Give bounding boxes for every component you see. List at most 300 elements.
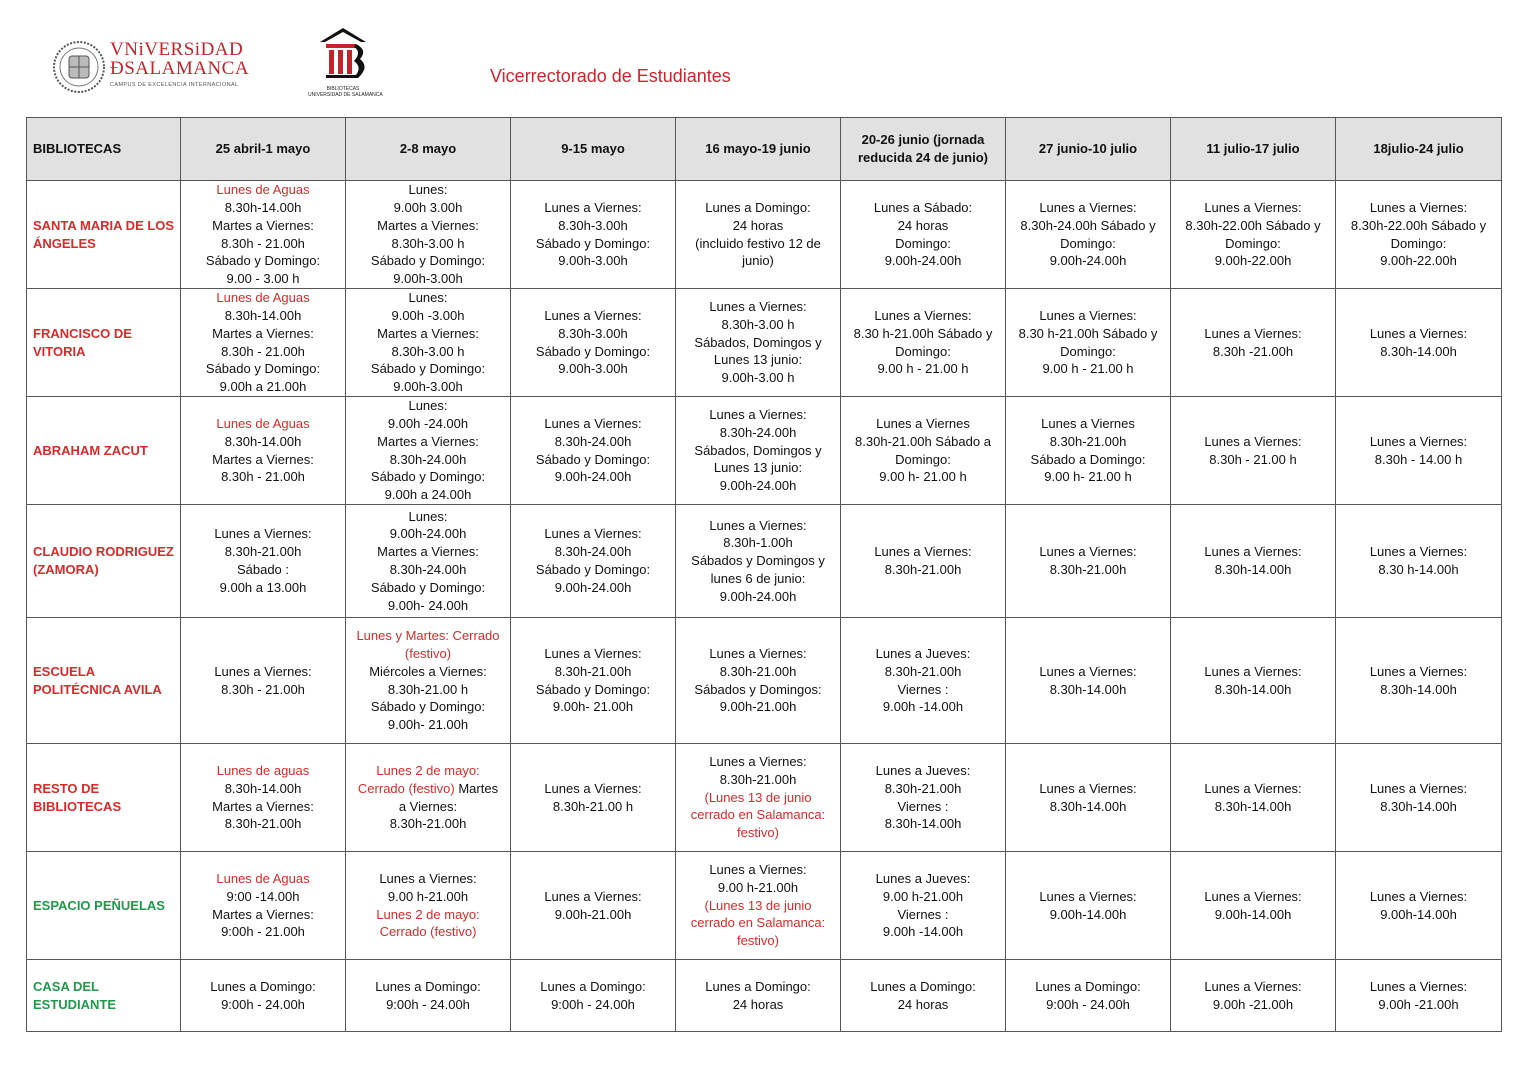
schedule-line [350, 815, 506, 833]
schedule-line [350, 378, 506, 396]
schedule-line [1175, 451, 1331, 469]
schedule-line [350, 270, 506, 288]
schedule-line [515, 468, 671, 486]
schedule-line [1340, 451, 1497, 469]
schedule-line-text: Sábado y Domingo: [370, 699, 486, 715]
schedule-cell [1006, 397, 1171, 505]
schedule-line-text: Domingo: [895, 343, 951, 359]
schedule-line [680, 459, 836, 477]
schedule-line-text: Martes a Viernes: [377, 217, 479, 233]
schedule-line-text: 8.30h-14.00h [1380, 681, 1457, 697]
schedule-line-text: Domingo: [1390, 235, 1447, 251]
schedule-line-text: 9.00h-3.00 h [721, 370, 795, 386]
schedule-line-text: 9.00 h-21.00h [387, 888, 469, 904]
schedule-cell [1336, 505, 1502, 618]
schedule-line [185, 252, 341, 270]
schedule-line [185, 663, 341, 681]
schedule-line-text: 8.30h-3.00h [558, 217, 628, 233]
schedule-cell [346, 397, 511, 505]
schedule-line [515, 780, 671, 798]
schedule-line [845, 996, 1001, 1014]
schedule-line-text: 8.30h-21.00h [224, 544, 302, 560]
schedule-line [515, 217, 671, 235]
schedule-cell [676, 505, 841, 618]
schedule-line [515, 798, 671, 816]
schedule-line-text: 9.00h 3.00h [393, 199, 463, 215]
schedule-line-text: Lunes: [408, 398, 448, 414]
schedule-line-text: 9.00h-21.00h [554, 906, 632, 922]
schedule-line-text: 8.30h-14.00h [1380, 798, 1457, 814]
schedule-line [515, 579, 671, 597]
schedule-cell [511, 181, 676, 289]
schedule-line-text: Lunes: [408, 290, 448, 306]
schedule-line [680, 552, 836, 570]
schedule-line [680, 663, 836, 681]
schedule-line [185, 888, 341, 906]
schedule-line [185, 181, 341, 199]
schedule-line-text: 8.30h-24.00h Sábado y [1020, 217, 1156, 233]
table-row [27, 618, 1502, 744]
schedule-line-text: 8.30h-24.00h [719, 424, 797, 440]
schedule-line-text: Sábado y Domingo: [535, 343, 651, 359]
schedule-line [680, 771, 836, 789]
schedule-cell [676, 744, 841, 852]
schedule-line-text: 9.00h -24.00h [387, 415, 469, 431]
schedule-line [515, 235, 671, 253]
schedule-line [185, 289, 341, 307]
schedule-cell [1171, 618, 1336, 744]
schedule-line [680, 824, 836, 842]
schedule-line [1010, 217, 1166, 235]
schedule-line [515, 681, 671, 699]
schedule-line [680, 517, 836, 535]
schedule-line-text: (Lunes 13 de junio [704, 897, 812, 913]
schedule-line [845, 681, 1001, 699]
schedule-line [350, 645, 506, 663]
schedule-line [845, 780, 1001, 798]
schedule-line-text: 9.00h-22.00h [1214, 253, 1292, 269]
schedule-line-text: Lunes a Viernes: [214, 663, 312, 679]
schedule-line-text: Lunes a Viernes: [1039, 663, 1137, 679]
schedule-line [845, 468, 1001, 486]
schedule-line-text: 8.30h-14.00h [1214, 562, 1292, 577]
schedule-line-text: Lunes a Viernes: [1369, 199, 1468, 215]
schedule-line-text: Domingo: [1060, 343, 1116, 359]
schedule-cell [841, 852, 1006, 960]
schedule-line [680, 477, 836, 495]
schedule-line-text: Lunes a Viernes: [1369, 780, 1468, 796]
library-name: ESPACIO PEÑUELAS [27, 852, 181, 960]
table-row [27, 397, 1502, 505]
schedule-line-text: 9.00h -21.00h [1378, 996, 1459, 1012]
schedule-line [845, 815, 1001, 833]
schedule-line [350, 978, 506, 996]
schedule-line-text: Lunes 2 de mayo: [376, 906, 480, 922]
schedule-line [845, 906, 1001, 924]
schedule-line-text: 8.30h - 14.00 h [1374, 451, 1463, 467]
schedule-line-text: Lunes a Viernes: [1204, 978, 1302, 994]
schedule-line [1175, 325, 1331, 343]
schedule-line [1175, 217, 1331, 235]
schedule-line-text: 8.30h-21.00h [884, 780, 962, 796]
schedule-cell [841, 181, 1006, 289]
schedule-line [350, 199, 506, 217]
schedule-line-text: 8.30h - 21.00h [221, 469, 305, 485]
schedule-line-text: 9.00h-14.00h [1380, 906, 1457, 922]
schedule-cell [841, 744, 1006, 852]
library-name: CASA DEL ESTUDIANTE [27, 960, 181, 1032]
schedule-line [1340, 906, 1497, 924]
library-name: CLAUDIO RODRIGUEZ (ZAMORA) [27, 505, 181, 618]
schedule-line-text: 8.30h-21.00 h [552, 798, 634, 814]
schedule-line-text: Sábado y Domingo: [370, 469, 486, 485]
schedule-line [680, 978, 836, 996]
schedule-line-text: Lunes a Viernes: [709, 407, 807, 422]
schedule-line-text: 9.00h-14.00h [1049, 906, 1127, 922]
schedule-line-text: 9.00h -14.00h [882, 924, 964, 940]
schedule-line-text: Lunes de Aguas [216, 415, 310, 431]
schedule-line-text: 9.00h-3.00h [393, 271, 463, 287]
column-header-bibliotecas: BIBLIOTECAS [27, 118, 181, 181]
schedule-line-text: 8.30h-21.00h [1049, 562, 1127, 577]
schedule-line-text: Sábado a Domingo: [1030, 451, 1146, 467]
schedule-line-text: Lunes a Domingo: [705, 199, 811, 215]
schedule-line-text: 8.30h-14.00h [1380, 343, 1457, 359]
schedule-line [1175, 780, 1331, 798]
schedule-line-text: Domingo: [895, 235, 951, 251]
schedule-line-text: Lunes a Domingo: [540, 978, 646, 994]
table-row [27, 744, 1502, 852]
table-row [27, 289, 1502, 397]
schedule-line [515, 451, 671, 469]
schedule-line [350, 762, 506, 780]
schedule-cell [181, 397, 346, 505]
schedule-line [1175, 252, 1331, 270]
schedule-cell [841, 618, 1006, 744]
schedule-line [1340, 561, 1497, 579]
library-building-icon [316, 24, 370, 86]
schedule-line [350, 360, 506, 378]
schedule-line-text: 9.00h-24.00h [719, 588, 797, 604]
schedule-cell [841, 505, 1006, 618]
schedule-line [515, 343, 671, 361]
schedule-line [1010, 561, 1166, 579]
table-body [27, 181, 1502, 1032]
schedule-line [680, 252, 836, 270]
schedule-line [680, 442, 836, 460]
schedule-line-text: Lunes a Viernes: [1039, 307, 1137, 323]
schedule-line [1340, 978, 1497, 996]
schedule-line-text: (Lunes 13 de junio [704, 789, 812, 805]
schedule-line-text: Sábado : [236, 562, 290, 577]
schedule-line [350, 468, 506, 486]
schedule-line [680, 753, 836, 771]
schedule-line-text: 8.30h-22.00h Sábado y [1350, 217, 1487, 233]
schedule-line-text: 8.30h-24.00h [554, 433, 632, 449]
schedule-line [350, 543, 506, 561]
column-header-period: 11 julio-17 julio [1171, 118, 1336, 181]
schedule-line [1010, 343, 1166, 361]
schedule-line-text: 8.30 h-21.00h Sábado y [1018, 325, 1158, 341]
schedule-cell [1336, 289, 1502, 397]
schedule-line-text: (incluido festivo 12 de [695, 235, 821, 251]
schedule-line-text: 9.00h-24.00h [884, 253, 962, 269]
schedule-line-text: 9.00h-21.00h [719, 699, 797, 715]
schedule-cell [1006, 618, 1171, 744]
schedule-line-text: Sábados, Domingos y [694, 442, 822, 458]
schedule-line-text: Sábado y Domingo: [535, 451, 651, 467]
schedule-line [1340, 199, 1497, 217]
schedule-line-text: Lunes a Viernes: [1204, 199, 1302, 215]
schedule-line-text: Lunes a Jueves: [875, 870, 971, 886]
page-title: Vicerrectorado de Estudiantes [490, 66, 731, 86]
schedule-line [515, 433, 671, 451]
column-header-period: 18julio-24 julio [1336, 118, 1502, 181]
schedule-line-text: (festivo) [404, 645, 452, 661]
schedule-line-text: Lunes a Jueves: [875, 645, 971, 661]
schedule-line-text: 24 horas [897, 996, 949, 1012]
column-header-period: 27 junio-10 julio [1006, 118, 1171, 181]
schedule-line [1340, 888, 1497, 906]
schedule-line [350, 798, 506, 816]
library-name: FRANCISCO DE VITORIA [27, 289, 181, 397]
schedule-line-text: Sábado y Domingo: [370, 361, 486, 377]
schedule-line [845, 199, 1001, 217]
schedule-line [185, 780, 341, 798]
schedule-line [680, 789, 836, 807]
schedule-line-text: 9.00h-24.00h [554, 579, 632, 595]
schedule-line [845, 415, 1001, 433]
schedule-cell [1336, 852, 1502, 960]
schedule-line [1175, 543, 1331, 561]
schedule-line-text: 8.30h-21.00h [884, 663, 962, 679]
schedule-line [1340, 663, 1497, 681]
schedule-line-text: 9:00h - 21.00h [221, 924, 305, 940]
schedule-line-text: Lunes a Viernes: [1369, 433, 1468, 449]
schedule-line-text: Lunes a Domingo: [1035, 978, 1141, 994]
schedule-line-text: Lunes de Aguas [216, 290, 310, 306]
schedule-line [680, 914, 836, 932]
schedule-line-text: 8.30h-21.00h [719, 663, 797, 679]
schedule-cell [1006, 744, 1171, 852]
schedule-line-text: Cerrado (festivo) [379, 924, 477, 940]
schedule-line-text: Domingo: [1225, 235, 1281, 251]
schedule-line [1010, 325, 1166, 343]
schedule-line-text: 9.00h-24.00h [719, 478, 797, 494]
schedule-line-text: 8.30h-21.00h [719, 771, 797, 787]
schedule-line-text: 8.30h-21.00h [1049, 433, 1127, 449]
schedule-line-text: Domingo: [895, 451, 951, 467]
schedule-line [680, 806, 836, 824]
schedule-line-text: 9.00 h-21.00h [882, 888, 964, 904]
schedule-line [1010, 888, 1166, 906]
schedule-line-text: 8.30h-14.00h [1049, 681, 1127, 697]
schedule-cell [1336, 181, 1502, 289]
schedule-line [185, 378, 341, 396]
schedule-line-text: 8.30h-14.00h [224, 199, 302, 215]
schedule-line-text: Sábado y Domingo: [370, 253, 486, 269]
schedule-line [1010, 451, 1166, 469]
schedule-cell [1171, 744, 1336, 852]
schedule-line [1010, 978, 1166, 996]
library-name: RESTO DE BIBLIOTECAS [27, 744, 181, 852]
schedule-line-text: Lunes a Viernes: [709, 754, 807, 769]
schedule-line [350, 780, 506, 798]
schedule-line-text: 9.00h- 21.00h [387, 717, 469, 733]
schedule-line [185, 433, 341, 451]
schedule-line-text: 9.00h-24.00h [554, 469, 632, 485]
schedule-line-text: 8.30h-24.00h [554, 544, 632, 560]
schedule-line [515, 360, 671, 378]
schedule-line [1175, 798, 1331, 816]
schedule-line [845, 307, 1001, 325]
schedule-line [350, 451, 506, 469]
schedule-line-text: 8.30h-14.00h [1214, 798, 1292, 814]
schedule-line-text: 9.00h-24.00h [389, 526, 467, 542]
schedule-cell [181, 744, 346, 852]
schedule-line-text: Lunes a Viernes: [1369, 888, 1468, 904]
schedule-line [845, 870, 1001, 888]
schedule-line [515, 645, 671, 663]
schedule-line-text: Lunes a Viernes: [709, 862, 807, 877]
schedule-line [350, 996, 506, 1014]
schedule-line-text: 9.00h-14.00h [1214, 906, 1292, 922]
schedule-line-text: 9.00 h - 21.00 h [1042, 361, 1134, 377]
schedule-line [680, 897, 836, 915]
schedule-cell [346, 960, 511, 1032]
university-name-line2: ÐSALAMANCA [110, 58, 250, 79]
schedule-line [185, 451, 341, 469]
schedule-line-text: 8.30h - 21.00 h [1209, 451, 1297, 467]
schedule-line [1175, 906, 1331, 924]
schedule-line-text: 8.30h-3.00 h [721, 316, 795, 332]
schedule-line-text: Sábado y Domingo: [370, 579, 486, 595]
university-seal-icon [52, 40, 106, 94]
schedule-line [350, 698, 506, 716]
schedule-line-text: 8.30h-3.00 h [391, 343, 465, 359]
schedule-line [1010, 798, 1166, 816]
schedule-line-text: Martes a Viernes: [212, 325, 314, 341]
schedule-line [350, 486, 506, 504]
schedule-line [680, 645, 836, 663]
schedule-line-text: Martes a Viernes: [212, 906, 314, 922]
column-header-period: 16 mayo-19 junio [676, 118, 841, 181]
schedule-line-text: Lunes 2 de mayo: [376, 762, 480, 778]
schedule-line [515, 525, 671, 543]
schedule-line-text: Lunes a Viernes: [874, 544, 972, 560]
schedule-line [350, 343, 506, 361]
university-name-line1: VNiVERSiDAD [110, 39, 244, 60]
schedule-line-text: 9.00h- 21.00h [552, 699, 634, 715]
schedule-line-text: 9.00 h-21.00h [717, 879, 799, 895]
schedule-line-text: Lunes a Sábado: [873, 199, 973, 215]
schedule-cell [511, 397, 676, 505]
schedule-line-text: a Viernes: [398, 798, 458, 814]
schedule-line-text: Lunes a Domingo: [870, 978, 976, 994]
schedule-line-text: Lunes a Viernes: [379, 870, 477, 886]
table-row [27, 960, 1502, 1032]
schedule-cell [841, 960, 1006, 1032]
schedule-cell [1171, 181, 1336, 289]
schedule-line-text: 8.30h-14.00h [884, 816, 962, 832]
schedule-cell [346, 181, 511, 289]
column-header-period: 2-8 mayo [346, 118, 511, 181]
schedule-line [680, 681, 836, 699]
schedule-line-text: Lunes a Viernes: [544, 199, 642, 215]
schedule-line-text: Viernes : [897, 681, 949, 697]
schedule-line-text: Sábado y Domingo: [535, 235, 651, 251]
schedule-line [185, 235, 341, 253]
schedule-line [350, 508, 506, 526]
schedule-line-text: Sábados y Domingos y [691, 553, 825, 569]
schedule-line [1340, 235, 1497, 253]
schedule-line [1175, 663, 1331, 681]
schedule-line-text: Sábado y Domingo: [205, 253, 321, 269]
schedule-line-text: 8.30h-14.00h [224, 433, 302, 449]
schedule-line-text: Sábados y Domingos: [694, 681, 822, 697]
library-caption-line2: UNIVERSIDAD DE SALAMANCA [308, 92, 383, 98]
schedule-cell [511, 618, 676, 744]
schedule-line [680, 932, 836, 950]
schedule-line [350, 181, 506, 199]
schedule-line [185, 307, 341, 325]
schedule-line-text: Lunes a Viernes: [1039, 199, 1137, 215]
schedule-cell [1171, 397, 1336, 505]
schedule-line [1010, 252, 1166, 270]
schedule-line [185, 525, 341, 543]
schedule-line [680, 316, 836, 334]
schedule-cell [511, 852, 676, 960]
schedule-line-text: Lunes 13 junio: [713, 352, 803, 368]
schedule-line-text: 24 horas [897, 217, 949, 233]
schedule-line-text: 8.30h-14.00h [224, 780, 302, 796]
schedule-line-text: 9.00h a 24.00h [384, 487, 472, 503]
schedule-line [185, 978, 341, 996]
schedule-line-text: Lunes a Domingo: [375, 978, 481, 994]
schedule-line [185, 217, 341, 235]
library-caption-line1: BIBLIOTECAS [326, 86, 360, 92]
schedule-line-text: 8.30h-24.00h [389, 451, 467, 467]
schedule-line [1340, 681, 1497, 699]
schedule-line-text: Martes a Viernes: [377, 325, 479, 341]
schedule-line-text: Viernes : [897, 906, 949, 922]
schedule-line [515, 325, 671, 343]
schedule-cell [676, 960, 841, 1032]
schedule-line-text: 8.30h-21.00h [389, 816, 467, 832]
schedule-line-text: 8.30h-14.00h [224, 307, 302, 323]
schedule-line-text: 24 horas [732, 996, 784, 1012]
schedule-line [845, 561, 1001, 579]
schedule-line-text: Viernes : [897, 798, 949, 814]
schedule-line [350, 397, 506, 415]
schedule-line-text: Lunes a Viernes: [544, 780, 642, 796]
schedule-line-text: 9.00h-3.00h [558, 361, 628, 377]
table-header-row [27, 118, 1502, 181]
schedule-line [680, 199, 836, 217]
library-name: ABRAHAM ZACUT [27, 397, 181, 505]
schedule-line [1175, 199, 1331, 217]
schedule-line [680, 996, 836, 1014]
schedule-line [185, 798, 341, 816]
schedule-cell [1006, 960, 1171, 1032]
schedule-line [680, 534, 836, 552]
schedule-line-text: Lunes: [408, 182, 448, 198]
schedule-line [185, 468, 341, 486]
schedule-line [185, 360, 341, 378]
schedule-line [1010, 663, 1166, 681]
schedule-line-text: festivo) [737, 933, 779, 949]
schedule-cell [181, 181, 346, 289]
